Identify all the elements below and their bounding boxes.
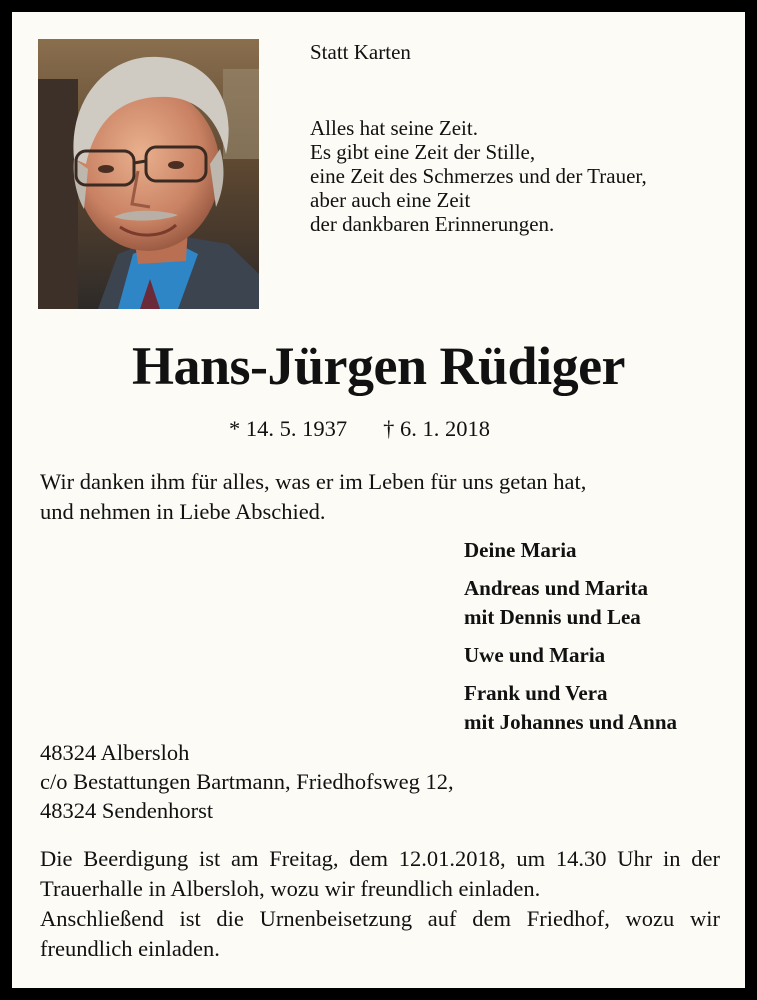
urn-notice: Anschließend ist die Urnenbeisetzung auf dem Friedhof, wozu wir freundlich einladen.: [40, 906, 720, 961]
statt-karten: Statt Karten: [310, 40, 411, 64]
family-line: Deine Maria: [464, 538, 577, 562]
family-line: mit Dennis und Lea: [464, 605, 641, 629]
family-line: Uwe und Maria: [464, 643, 606, 667]
portrait-photo-icon: [38, 39, 259, 309]
thanks-text: [40, 467, 586, 527]
address-block: [40, 738, 454, 825]
poem: [310, 116, 647, 236]
thanks-line: Wir danken ihm für alles, was er im Leben für uns getan hat,: [40, 469, 587, 494]
poem-line: eine Zeit des Schmerzes und der Trauer,: [310, 164, 647, 188]
poem-line: Es gibt eine Zeit der Stille,: [310, 140, 536, 164]
address-line: c/o Bestattungen Bartmann, Friedhofsweg 12,: [40, 769, 454, 794]
life-dates: [229, 415, 490, 443]
family-group: [464, 536, 677, 565]
family-group: [464, 574, 677, 632]
poem-line: der dankbaren Erinnerungen.: [310, 212, 555, 236]
obituary-card: [12, 12, 745, 988]
birth-date: * 14. 5. 1937: [229, 416, 348, 441]
poem-line: Alles hat seine Zeit.: [310, 116, 478, 140]
address-line: 48324 Albersloh: [40, 740, 190, 765]
death-date: † 6. 1. 2018: [383, 416, 490, 441]
address-line: 48324 Sendenhorst: [40, 798, 214, 823]
family-line: Frank und Vera: [464, 681, 608, 705]
funeral-notice: Die Beerdigung ist am Freitag, dem 12.01.2018, um 14.30 Uhr in der Trauerhalle in Albersloh, wozu wir freundlich einladen.: [40, 846, 720, 901]
poem-line: aber auch eine Zeit: [310, 188, 471, 212]
family-group: [464, 641, 677, 670]
deceased-name: Hans-Jürgen Rüdiger: [131, 336, 626, 396]
family-signatures: [464, 536, 677, 746]
family-group: [464, 679, 677, 737]
portrait-photo: [38, 39, 259, 309]
family-line: mit Johannes und Anna: [464, 710, 678, 734]
thanks-line: und nehmen in Liebe Abschied.: [40, 499, 326, 524]
family-line: Andreas und Marita: [464, 576, 648, 600]
